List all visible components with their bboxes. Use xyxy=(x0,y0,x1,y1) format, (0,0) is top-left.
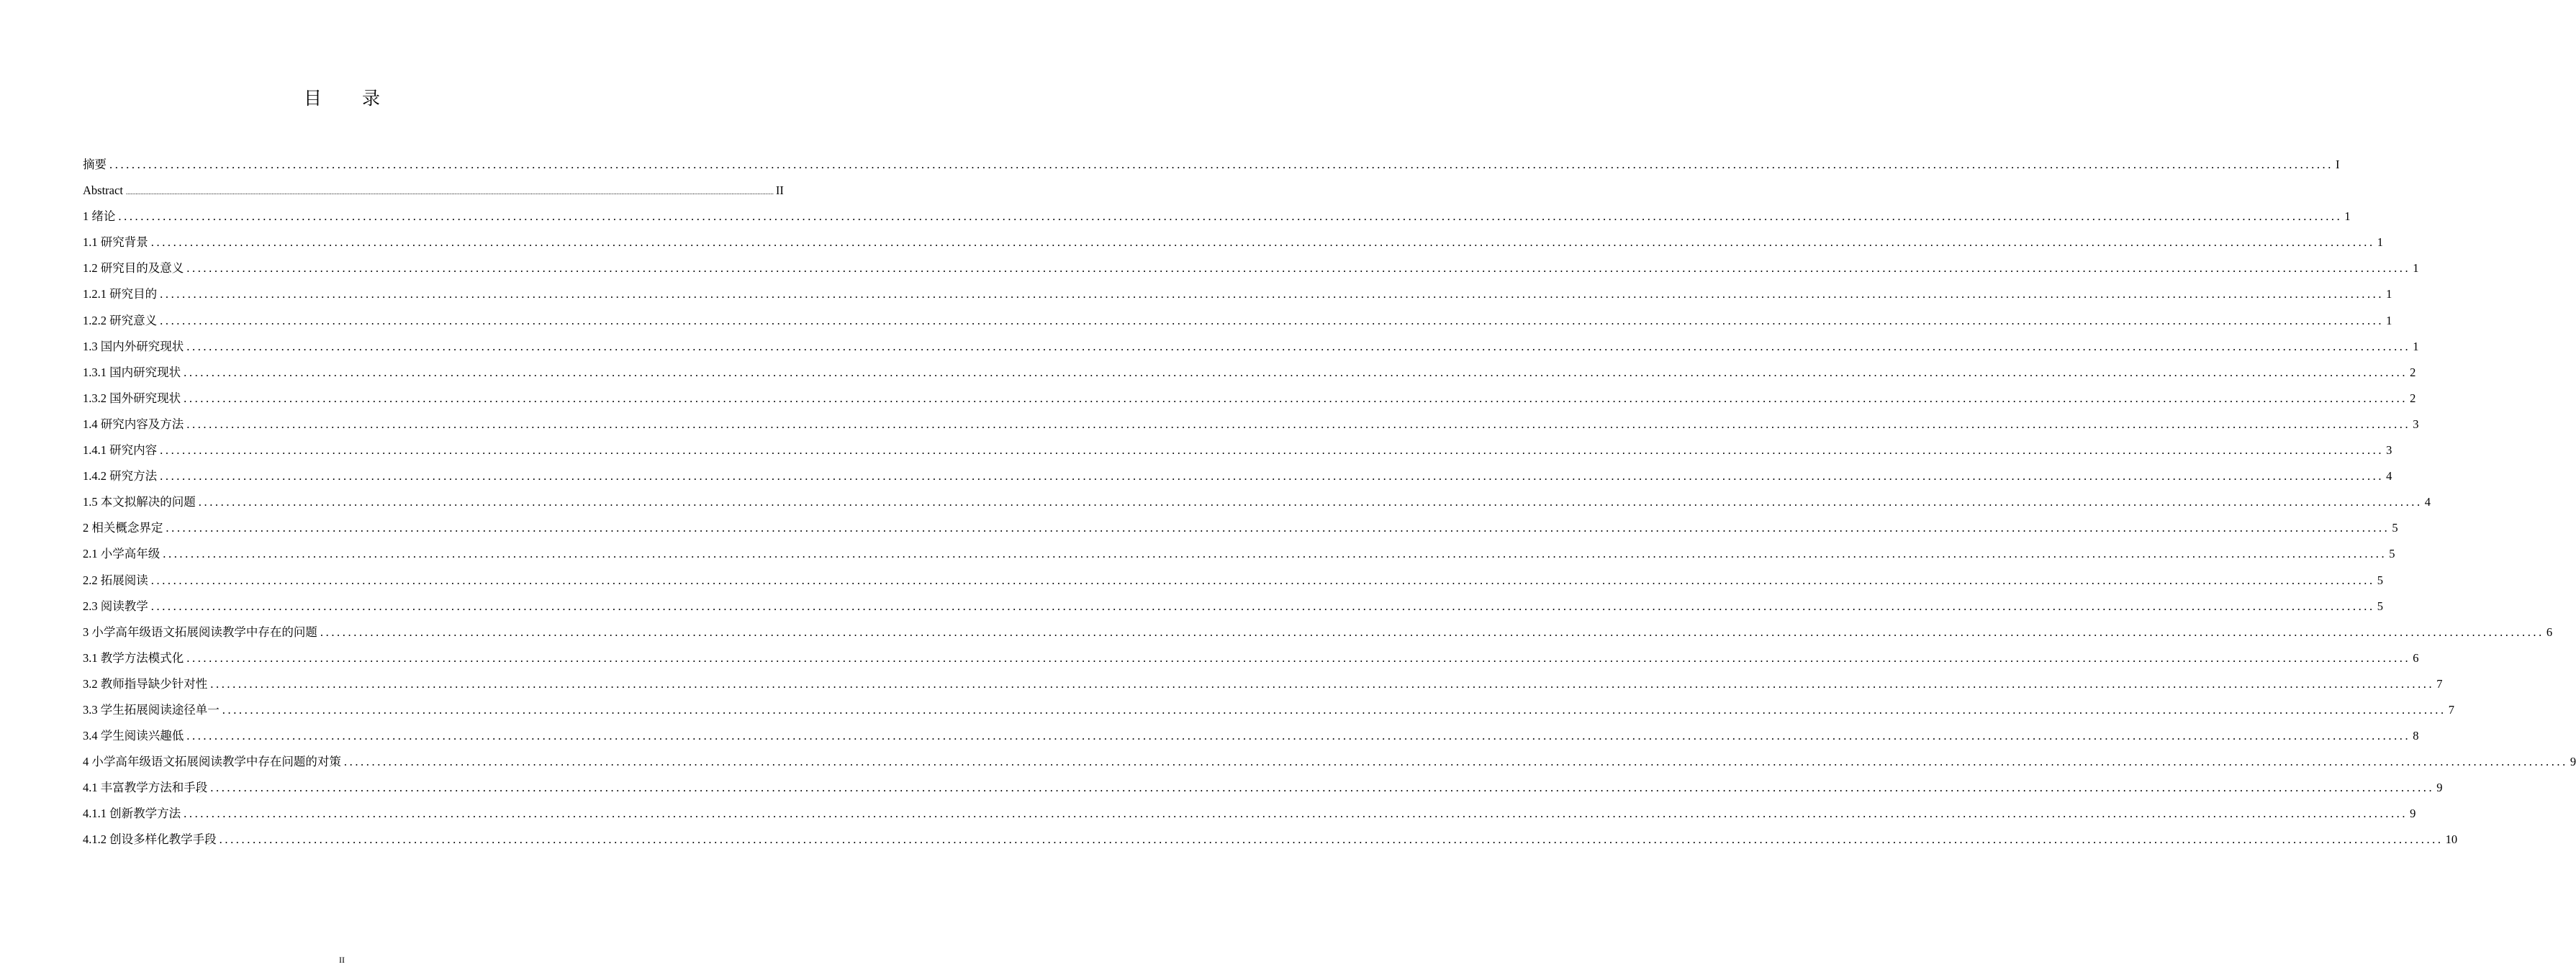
toc-entry[interactable] xyxy=(83,775,2443,801)
toc-entry-page: 5 xyxy=(2392,521,2398,535)
toc-entry-page: 4 xyxy=(2386,469,2392,484)
dot-leader: ................................................................................................................................................................................................................................................................................................................................................................................................................ xyxy=(186,650,2411,665)
toc-entry[interactable] xyxy=(83,645,2419,671)
toc-entry-label: 1.5 本文拟解决的问题 xyxy=(83,495,196,509)
toc-entry-label: 3.3 学生拓展阅读途径单一 xyxy=(83,702,220,717)
toc-entry-page: 1 xyxy=(2413,261,2419,276)
toc-entry[interactable] xyxy=(83,594,2383,619)
toc-entry-label: 1.4 研究内容及方法 xyxy=(83,417,184,431)
dot-leader: ................................................................................................................................................................................................................................................................................................................................................................................................................ xyxy=(184,807,2408,821)
toc-entry-label: 1.4.2 研究方法 xyxy=(83,469,158,484)
toc-entry-page: 5 xyxy=(2377,573,2383,587)
dot-leader: ................................................................................................................................................................................................................................................................................................................................................................................................................ xyxy=(118,209,2343,224)
dot-leader: ................................................................................................................................................................................................................................................................................................................................................................................................................ xyxy=(184,391,2408,405)
dot-leader: ................................................................................................................................................................................................................................................................................................................................................................................................................ xyxy=(186,261,2411,276)
toc-entry-label: 1 绪论 xyxy=(83,209,116,224)
toc-entry[interactable] xyxy=(83,152,2340,178)
toc-entry[interactable] xyxy=(83,568,2383,594)
dot-leader: ................................................................................................................................................................................................................................................................................................................................................................................................................ xyxy=(160,287,2385,301)
toc-entry-label: 1.2.1 研究目的 xyxy=(83,287,158,301)
toc-entry[interactable] xyxy=(83,827,2458,853)
dot-leader: ................................................................................................................................................................................................................................................................................................................................................................................................................ xyxy=(160,469,2385,484)
toc-entry[interactable] xyxy=(83,541,2395,567)
toc-entry-label: Abstract xyxy=(83,183,123,198)
dot-leader: ................................................................................................................................................................................................................................................................................................................................................................................................................ xyxy=(163,547,2387,561)
toc-entry-page: 1 xyxy=(2386,313,2392,327)
toc-entry[interactable] xyxy=(83,671,2443,697)
toc-entry-page: 8 xyxy=(2413,729,2419,743)
dot-leader: ................................................................................................................................................................................................................................................................................................................................................................................................................ xyxy=(222,702,2446,717)
dot-leader: ................................................................................................................................................................................................................................................................................................................................................................................................................ xyxy=(166,521,2390,535)
toc-entry-label: 4 小学高年级语文拓展阅读教学中存在问题的对策 xyxy=(83,755,341,769)
toc-entry-label: 2.1 小学高年级 xyxy=(83,547,161,561)
toc-entry[interactable] xyxy=(83,334,2419,360)
toc-entry-label: 1.4.1 研究内容 xyxy=(83,443,158,458)
toc-entry-label: 4.1.2 创设多样化教学手段 xyxy=(83,832,217,847)
toc-entry[interactable] xyxy=(83,489,2431,515)
toc-entry-page: 5 xyxy=(2389,547,2395,561)
toc-entry-label: 1.2.2 研究意义 xyxy=(83,313,158,327)
toc-entry[interactable] xyxy=(83,801,2416,827)
toc-entry-page: 9 xyxy=(2410,807,2416,821)
toc-entry-page: 7 xyxy=(2436,676,2443,691)
toc-entry-label: 1.3.2 国外研究现状 xyxy=(83,391,181,405)
toc-entry[interactable] xyxy=(83,412,2419,437)
toc-entry-page: 1 xyxy=(2344,209,2351,224)
page-number: II xyxy=(339,955,345,965)
dot-leader: ................................................................................................................................................................................................................................................................................................................................................................................................................ xyxy=(210,676,2435,691)
toc-entry[interactable] xyxy=(83,230,2383,255)
toc-entry-page: 9 xyxy=(2570,755,2576,769)
dot-leader: ................................................................................................................................................................................................................................................................................................................................................................................................................ xyxy=(198,495,2423,509)
toc-entry-page: 3 xyxy=(2413,417,2419,431)
toc-entry-page: 5 xyxy=(2377,599,2383,613)
toc-entry-page: 1 xyxy=(2377,235,2383,250)
table-of-contents xyxy=(83,152,2576,853)
toc-entry-label: 3.4 学生阅读兴趣低 xyxy=(83,729,184,743)
dot-leader: ................................................................................................................................................................................................................................................................................................................................................................................................................ xyxy=(184,365,2408,379)
toc-entry-page: 4 xyxy=(2424,495,2431,509)
dot-leader: ................................................................................................................................................................................................................................................................................................................................................................................................................ xyxy=(125,189,774,196)
page-title: 目 录 xyxy=(304,88,397,109)
toc-entry-label: 2 相关概念界定 xyxy=(83,521,163,535)
toc-entry[interactable] xyxy=(83,463,2392,489)
toc-entry-page: 9 xyxy=(2436,781,2443,795)
toc-entry-page: 10 xyxy=(2445,832,2458,847)
toc-entry-page: 2 xyxy=(2410,365,2416,379)
toc-entry-label: 4.1 丰富教学方法和手段 xyxy=(83,781,208,795)
toc-entry[interactable] xyxy=(83,697,2454,723)
toc-entry-page: 7 xyxy=(2448,702,2454,717)
toc-entry[interactable] xyxy=(83,723,2419,749)
toc-entry[interactable] xyxy=(83,619,2553,645)
toc-entry-label: 1.3.1 国内研究现状 xyxy=(83,365,181,379)
toc-entry-label: 2.2 拓展阅读 xyxy=(83,573,148,587)
toc-entry-label: 1.1 研究背景 xyxy=(83,235,148,250)
toc-entry-label: 1.2 研究目的及意义 xyxy=(83,261,184,276)
dot-leader: ................................................................................................................................................................................................................................................................................................................................................................................................................ xyxy=(150,573,2375,587)
toc-entry-label: 4.1.1 创新教学方法 xyxy=(83,807,181,821)
toc-entry[interactable] xyxy=(83,515,2398,541)
toc-entry-label: 3.1 教学方法模式化 xyxy=(83,650,184,665)
toc-entry[interactable] xyxy=(83,204,2351,230)
toc-entry-page: 6 xyxy=(2546,625,2553,639)
toc-entry-page: 1 xyxy=(2413,339,2419,353)
toc-entry-label: 摘要 xyxy=(83,158,107,171)
toc-entry[interactable] xyxy=(83,386,2416,412)
dot-leader: ................................................................................................................................................................................................................................................................................................................................................................................................................ xyxy=(186,729,2411,743)
toc-entry-page: 6 xyxy=(2413,650,2419,665)
toc-entry-label: 3.2 教师指导缺少针对性 xyxy=(83,676,208,691)
dot-leader: ................................................................................................................................................................................................................................................................................................................................................................................................................ xyxy=(210,781,2435,795)
toc-entry[interactable] xyxy=(83,360,2416,386)
toc-entry-page: 1 xyxy=(2386,287,2392,301)
toc-entry[interactable] xyxy=(83,178,784,204)
toc-entry[interactable] xyxy=(83,308,2392,334)
dot-leader: ................................................................................................................................................................................................................................................................................................................................................................................................................ xyxy=(150,235,2375,250)
dot-leader: ................................................................................................................................................................................................................................................................................................................................................................................................................ xyxy=(160,313,2385,327)
toc-entry-page: 3 xyxy=(2386,443,2392,458)
dot-leader: ................................................................................................................................................................................................................................................................................................................................................................................................................ xyxy=(186,339,2411,353)
dot-leader: ................................................................................................................................................................................................................................................................................................................................................................................................................ xyxy=(109,158,2333,171)
toc-entry[interactable] xyxy=(83,437,2392,463)
dot-leader: ................................................................................................................................................................................................................................................................................................................................................................................................................ xyxy=(186,417,2411,431)
dot-leader: ................................................................................................................................................................................................................................................................................................................................................................................................................ xyxy=(150,599,2375,613)
toc-entry[interactable] xyxy=(83,281,2392,307)
toc-entry-page: 2 xyxy=(2410,391,2416,405)
dot-leader: ................................................................................................................................................................................................................................................................................................................................................................................................................ xyxy=(219,832,2444,847)
toc-entry-label: 1.3 国内外研究现状 xyxy=(83,339,184,353)
toc-entry[interactable] xyxy=(83,749,2576,775)
toc-entry-label: 2.3 阅读教学 xyxy=(83,599,148,613)
toc-entry-page: II xyxy=(775,183,784,198)
toc-entry[interactable] xyxy=(83,255,2419,281)
dot-leader: ................................................................................................................................................................................................................................................................................................................................................................................................................ xyxy=(320,625,2544,639)
toc-entry-page: I xyxy=(2336,158,2340,171)
dot-leader: ................................................................................................................................................................................................................................................................................................................................................................................................................ xyxy=(343,755,2568,769)
dot-leader: ................................................................................................................................................................................................................................................................................................................................................................................................................ xyxy=(160,443,2385,458)
toc-entry-label: 3 小学高年级语文拓展阅读教学中存在的问题 xyxy=(83,625,317,639)
